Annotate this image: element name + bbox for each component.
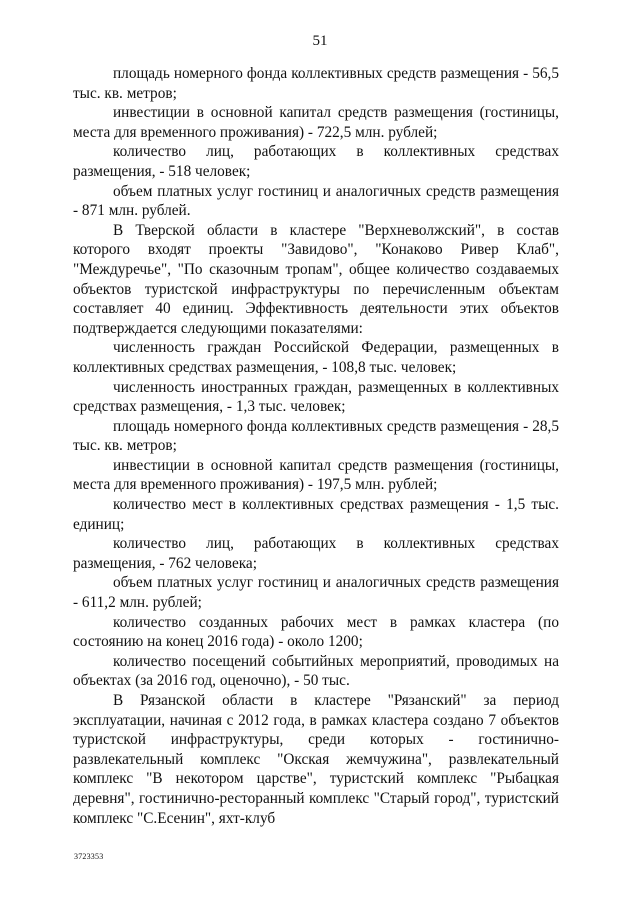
paragraph: численность иностранных граждан, размещенных в коллективных средствах размещения, - 1,3 тыс. человек; [73,378,559,416]
paragraph: количество созданных рабочих мест в рамках кластера (по состоянию на конец 2016 года) - около 1200; [73,613,559,651]
paragraph: количество мест в коллективных средствах размещения - 1,5 тыс. единиц; [73,496,559,533]
paragraph: количество лиц, работающих в коллективных средствах размещения, - 518 человек; [73,143,559,180]
paragraph: количество посещений событийных мероприятий, проводимых на объектах (за 2016 год, оценочно), - 50 тыс. [73,652,559,690]
paragraph: В Рязанской области в кластере "Рязанский" за период эксплуатации, начиная с 2012 года, в рамках кластера создано 7 объектов туристской инфраструктуры, среди которых - гостинично-развлекательный комплекс "Окская жемчужина", развлекательный комплекс "В некотором царстве", туристский комплекс "Рыбацкая деревня", гостинично-ресторанный комплекс "Старый город", туристский комплекс "С.Есенин", яхт-клуб [73,692,559,827]
paragraph: инвестиции в основной капитал средств размещения (гостиницы, места для временного проживания) - 197,5 млн. рублей; [73,456,559,494]
paragraph: объем платных услуг гостиниц и аналогичных средств размещения - 871 млн. рублей. [73,182,559,220]
paragraph: площадь номерного фонда коллективных средств размещения - 28,5 тыс. кв. метров; [73,417,559,455]
page-number: 51 [312,33,328,49]
paragraph: инвестиции в основной капитал средств размещения (гостиницы, места для временного проживания) - 722,5 млн. рублей; [73,104,559,141]
paragraph: площадь номерного фонда коллективных средств размещения - 56,5 тыс. кв. метров; [73,65,559,102]
paragraph: численность граждан Российской Федерации, размещенных в коллективных средствах размещения, - 108,8 тыс. человек; [73,339,559,376]
document-code: 3723353 [74,852,104,861]
paragraph: количество лиц, работающих в коллективных средствах размещения, - 762 человека; [73,535,559,572]
paragraph: объем платных услуг гостиниц и аналогичных средств размещения - 611,2 млн. рублей; [73,574,559,612]
document-body [73,64,559,828]
paragraph: В Тверской области в кластере "Верхневолжский", в состав которого входят проекты "Завидово", "Конаково Ривер Клаб", "Междуречье", "По сказочным тропам", общее количество создаваемых объектов туристской инфраструктуры по перечисленным объектам составляет 40 единиц. Эффективность деятельности этих объектов подтверждается следующими показателями: [73,221,559,337]
